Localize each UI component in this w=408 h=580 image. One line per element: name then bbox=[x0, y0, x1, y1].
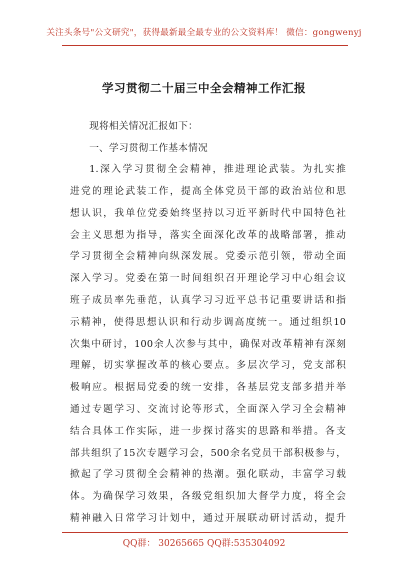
body-line: 会主义思想为指导，落实全面深化改革的战略部署，推动 bbox=[70, 229, 346, 241]
header-banner: 关注头条号"公文研究"，获得最新最全最专业的公文资料库！ 微信：gongwenyj bbox=[46, 28, 362, 38]
section-heading: 一、学习贯彻工作基本情况 bbox=[89, 142, 208, 154]
body-line: 精神融入日常学习计划中，通过开展联动研讨活动，提升 bbox=[70, 512, 346, 524]
intro-paragraph: 现将相关情况汇报如下： bbox=[89, 121, 199, 132]
body-line: 次集中研讨，100余人次参与其中，确保对改革精神有深刻 bbox=[70, 338, 346, 350]
document-title: 学习贯彻二十届三中全会精神工作汇报 bbox=[102, 81, 306, 95]
footer-divider bbox=[62, 532, 348, 533]
body-line: 1.深入学习贯彻全会精神，推进理论武装。为扎实推 bbox=[89, 164, 346, 176]
body-line: 示精神，使得思想认识和行动步调高度统一。通过组织10 bbox=[70, 316, 346, 328]
body-line: 进党的理论武装工作，提高全体党员干部的政治站位和思 bbox=[70, 185, 346, 197]
header-divider bbox=[62, 45, 348, 46]
body-line: 通过专题学习、交流讨论等形式，全面深入学习全会精神 bbox=[70, 403, 346, 415]
body-line: 想认识，我单位党委始终坚持以习近平新时代中国特色社 bbox=[70, 207, 346, 219]
body-line: 理解，切实掌握改革的核心要点。多层次学习，党支部积 bbox=[70, 360, 346, 372]
body-line: 结合具体工作实际，进一步探讨落实的思路和举措。各支 bbox=[70, 425, 346, 437]
body-line: 部共组织了15次专题学习会，500余名党员干部积极参与， bbox=[70, 447, 346, 459]
body-line: 体。为确保学习效果，各级党组织加大督学力度，将全会 bbox=[70, 491, 346, 503]
document-body bbox=[70, 116, 346, 530]
body-line: 极响应。根据局党委的统一安排，各基层党支部多措并举 bbox=[70, 382, 346, 394]
body-line: 班子成员率先垂范，认真学习习近平总书记重要讲话和指 bbox=[70, 294, 346, 306]
body-line: 掀起了学习贯彻全会精神的热潮。强化联动，丰富学习载 bbox=[70, 469, 346, 481]
body-line: 深入学习。党委在第一时间组织召开理论学习中心组会议 bbox=[70, 273, 346, 285]
body-line: 学习贯彻全会精神向纵深发展。党委示范引领，带动全面 bbox=[70, 251, 346, 263]
footer-qq-contacts: QQ群： 30265665 QQ群:535304092 bbox=[122, 539, 286, 549]
